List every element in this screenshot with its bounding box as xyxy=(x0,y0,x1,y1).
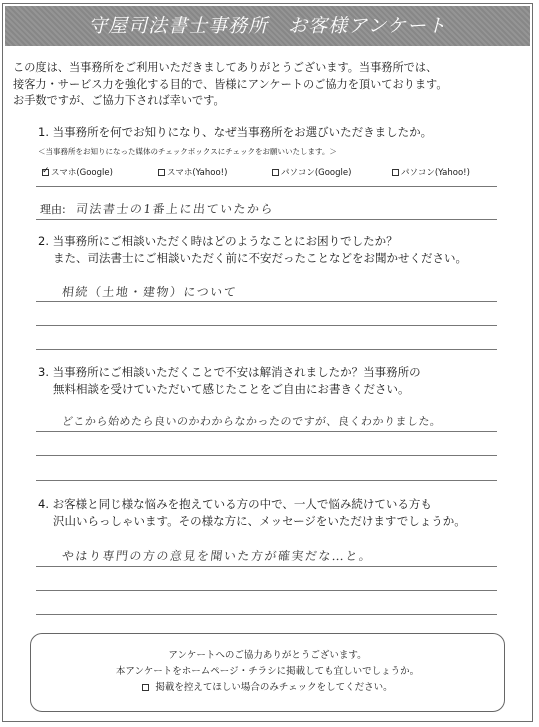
page-title: 守屋司法書士事務所 お客様アンケート xyxy=(5,6,530,46)
question-2-number: 2. xyxy=(38,234,49,248)
option-label: スマホ(Google) xyxy=(51,168,113,178)
question-1-number: 1. xyxy=(38,125,49,139)
question-2 xyxy=(38,233,467,267)
question-3 xyxy=(38,364,421,398)
answer-line xyxy=(36,566,497,567)
publish-opt-out-checkbox[interactable] xyxy=(142,684,149,691)
answer-line xyxy=(36,325,497,326)
option-label: パソコン(Google) xyxy=(281,168,352,178)
footer-box xyxy=(30,633,505,712)
answer-line xyxy=(36,614,497,615)
option-pc-yahoo[interactable] xyxy=(392,166,470,178)
answer-line xyxy=(36,455,497,456)
footer-permission-question: 本アンケートをホームページ・チラシに掲載しても宜しいでしょうか。 xyxy=(115,666,420,677)
checkbox-pc-yahoo[interactable] xyxy=(392,169,399,176)
question-1-text: 当事務所を何でお知りになり、なぜ当事務所をお選びいただきましたか。 xyxy=(52,125,433,139)
checkbox-pc-google[interactable] xyxy=(272,169,279,176)
reason-label: 理由: xyxy=(40,203,66,216)
footer-thanks: アンケートへのご協力ありがとうございます。 xyxy=(168,650,367,661)
question-4-line-2: 沢山いらっしゃいます。その様な方に、メッセージをいただけますでしょうか。 xyxy=(53,514,466,528)
question-3-line-1: 当事務所にご相談いただくことで不安は解消されましたか？当事務所の xyxy=(52,365,421,379)
question-4-line-1: お客様と同じ様な悩みを抱えている方の中で、一人で悩み続けている方も xyxy=(52,497,432,511)
question-3-answer[interactable]: どこから始めたら良いのかわからなかったのですが、良くわかりました。 xyxy=(61,415,443,428)
option-pc-google[interactable] xyxy=(272,166,351,178)
question-4-answer[interactable]: やはり専門の方の意見を聞いた方が確実だな…と。 xyxy=(61,549,374,563)
option-label: スマホ(Yahoo!) xyxy=(167,168,228,178)
question-2-line-2: また、司法書士にご相談いただく前に不安だったことなどをお聞かせください。 xyxy=(53,251,467,265)
answer-line xyxy=(36,480,497,481)
intro-text xyxy=(13,60,448,110)
answer-line xyxy=(36,301,497,302)
option-smartphone-yahoo[interactable] xyxy=(158,166,227,178)
intro-line-3: お手数ですが、ご協力下されば幸いです。 xyxy=(13,94,225,107)
question-3-line-2: 無料相談を受けていただいて感じたことをご自由にお書きください。 xyxy=(53,382,410,396)
checkbox-smartphone-yahoo[interactable] xyxy=(158,169,165,176)
answer-line xyxy=(36,349,497,350)
answer-line xyxy=(36,186,497,187)
question-2-answer[interactable]: 相続（土地・建物）について xyxy=(61,285,238,299)
answer-line xyxy=(36,219,497,220)
question-3-number: 3. xyxy=(38,365,49,379)
footer-checkbox-row[interactable] xyxy=(31,680,504,696)
question-4 xyxy=(38,496,466,530)
question-1 xyxy=(38,124,432,141)
question-1-note: ＜当事務所をお知りになった媒体のチェックボックスにチェックをお願いいたします。＞ xyxy=(38,147,337,156)
intro-line-1: この度は、当事務所をご利用いただきましてありがとうございます。当事務所では、 xyxy=(13,61,438,74)
answer-line xyxy=(36,431,497,432)
checkbox-smartphone-google[interactable] xyxy=(42,169,49,176)
footer-checkbox-label: 掲載を控えてほしい場合のみチェックをしてください。 xyxy=(155,682,393,693)
question-4-number: 4. xyxy=(38,497,49,511)
question-2-line-1: 当事務所にご相談いただく時はどのようなことにお困りでしたか？ xyxy=(52,234,398,248)
question-1-answer[interactable]: 司法書士の1番上に出ていたから xyxy=(75,202,275,216)
intro-line-2: 接客力・サービス力を強化する目的で、皆様にアンケートのご協力を頂いております。 xyxy=(13,77,448,91)
option-label: パソコン(Yahoo!) xyxy=(401,168,470,178)
answer-line xyxy=(36,590,497,591)
option-smartphone-google[interactable] xyxy=(42,166,113,178)
